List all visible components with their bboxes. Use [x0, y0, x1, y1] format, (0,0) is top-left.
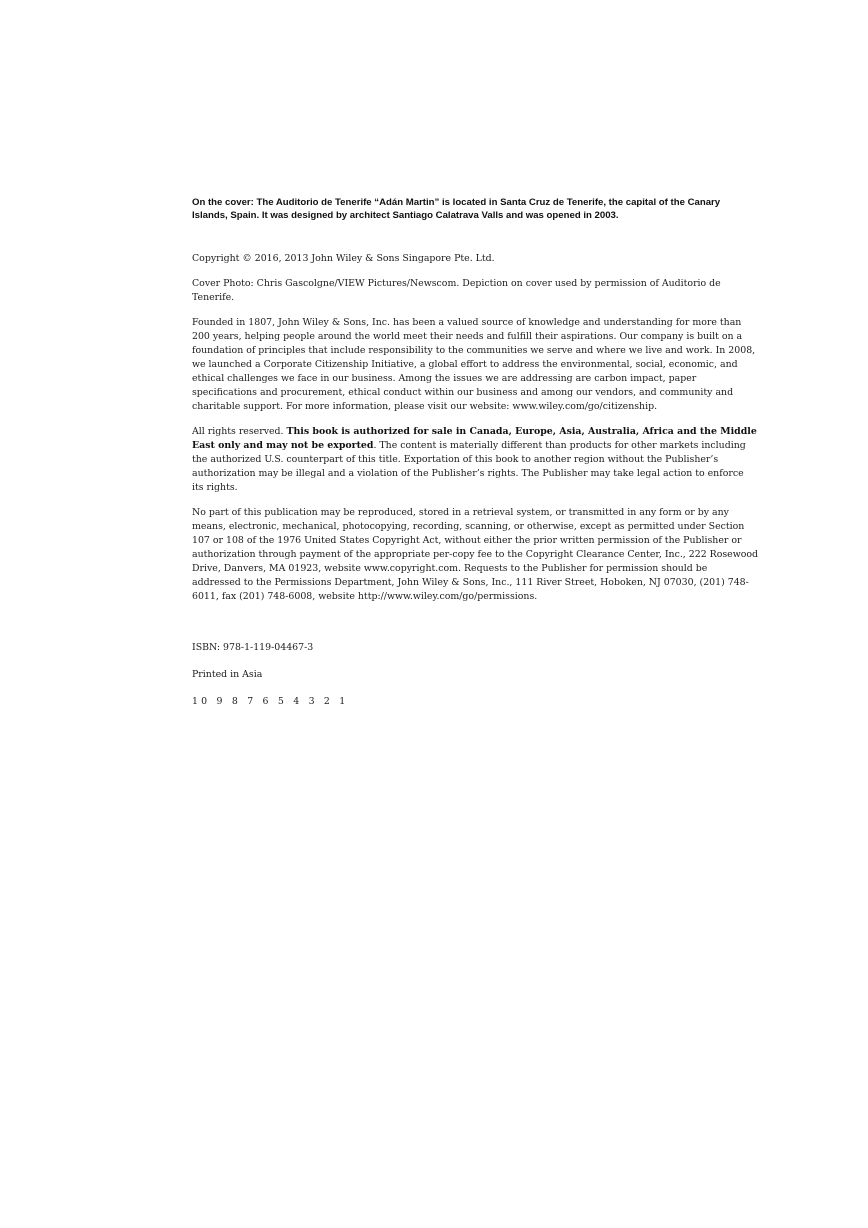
copyright-line: Copyright © 2016, 2013 John Wiley & Sons Singapore Pte. Ltd.	[192, 253, 495, 264]
cover-photo-credit: Cover Photo: Chris Gascolgne/VIEW Pictures/Newscom. Depiction on cover used by permission of Auditorio de Tenerife.	[192, 278, 721, 303]
reproduction-paragraph: No part of this publication may be reproduced, stored in a retrieval system, or transmitted in any form or by any means, electronic, mechanical, photocopying, recording, scanning, or otherwise, except as permitted under Section 107 or 108 of the 1976 United States Copyright Act, without either the prior written permission of the Publisher or authorization through payment of the appropriate per-copy fee to the Copyright Clearance Center, Inc., 222 Rosewood Drive, Danvers, MA 01923, website www.copyright.com. Requests to the Publisher for permission should be addressed to the Permissions Department, John Wiley & Sons, Inc., 111 River Street, Hoboken, NJ 07030, (201) 748-6011, fax (201) 748-6008, website http://www.wiley.com/go/permissions.	[192, 507, 759, 602]
rights-territory-statement: This book is authorized for sale in Canada, Europe, Asia, Australia, Africa and the Middle East only and may not be exported	[192, 426, 757, 451]
isbn: ISBN: 978-1-119-04467-3	[192, 642, 314, 653]
copyright-page	[192, 196, 758, 722]
rights-rest: . The content is materially different than products for other markets including the authorized U.S. counterpart of this title. Exportation of this book to another region without the Publisher’s authorization may be illegal and a violation of the Publisher’s rights. The Publisher may take legal action to enforce its rights.	[192, 440, 746, 493]
rights-lead: All rights reserved.	[192, 426, 287, 437]
cover-note: On the cover: The Auditorio de Tenerife “Adán Martin” is located in Santa Cruz de Tenerife, the capital of the Canary Islands, Spain. It was designed by architect Santiago Calatrava Valls and was opened in 2003.	[192, 197, 721, 221]
printed-in: Printed in Asia	[192, 669, 263, 680]
rights-paragraph	[192, 425, 758, 495]
printing-line: 10 9 8 7 6 5 4 3 2 1	[192, 696, 349, 707]
founded-paragraph: Founded in 1807, John Wiley & Sons, Inc. has been a valued source of knowledge and understanding for more than 200 years, helping people around the world meet their needs and fulfill their aspirations. Our company is built on a foundation of principles that include responsibility to the communities we serve and where we live and work. In 2008, we launched a Corporate Citizenship Initiative, a global effort to address the environmental, social, economic, and ethical challenges we face in our business. Among the issues we are addressing are carbon impact, paper specifications and procurement, ethical conduct within our business and among our vendors, and community and charitable support. For more information, please visit our website: www.wiley.com/go/citizenship.	[192, 317, 756, 412]
